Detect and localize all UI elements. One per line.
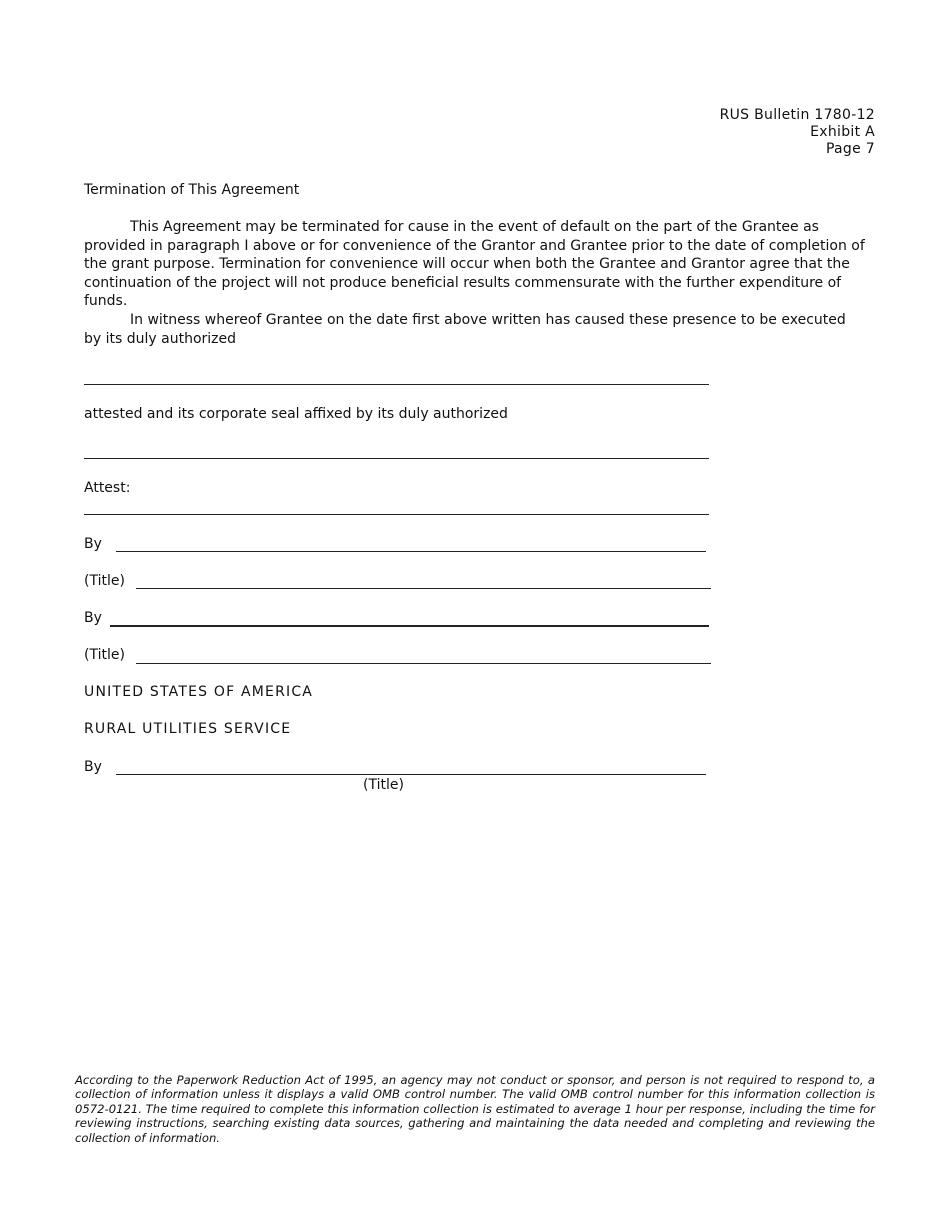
page-number: Page 7 bbox=[825, 141, 875, 157]
agency-heading: RURAL UTILITIES SERVICE bbox=[84, 721, 292, 737]
by-signature-line-grantee[interactable] bbox=[116, 551, 706, 552]
by-label-attest: By bbox=[84, 610, 102, 626]
section-title: Termination of This Agreement bbox=[84, 182, 300, 198]
attesting-officer-signature-line[interactable] bbox=[84, 458, 709, 459]
title-label-attest: (Title) bbox=[84, 647, 125, 663]
by-signature-line-attest[interactable] bbox=[110, 625, 709, 627]
attested-text: attested and its corporate seal affixed by its duly authorized bbox=[84, 406, 508, 422]
title-label-rus: (Title) bbox=[363, 777, 404, 793]
attest-label: Attest: bbox=[84, 480, 131, 496]
authorized-signature-line[interactable] bbox=[84, 384, 709, 385]
title-line-grantee[interactable] bbox=[136, 588, 711, 589]
page-header bbox=[720, 107, 875, 158]
witness-paragraph: In witness whereof Grantee on the date first above written has caused these presence to be executed by its duly authorized bbox=[84, 312, 846, 347]
bulletin-number: RUS Bulletin 1780-12 bbox=[719, 107, 875, 123]
country-heading: UNITED STATES OF AMERICA bbox=[84, 684, 314, 700]
by-signature-line-rus[interactable] bbox=[116, 774, 706, 775]
by-label-rus: By bbox=[84, 759, 102, 775]
exhibit-label: Exhibit A bbox=[810, 124, 875, 140]
by-label-grantee: By bbox=[84, 536, 102, 552]
attest-signature-line[interactable] bbox=[84, 514, 709, 515]
paperwork-reduction-notice: According to the Paperwork Reduction Act of 1995, an agency may not conduct or sponsor, and person is not required to respond to, a collection of information unless it displays a valid OMB control number. The valid OMB control number for this information collection is 0572-0121. The time required to complete this information collection is estimated to average 1 hour per response, including the time for reviewing instructions, searching existing data sources, gathering and maintaining the data needed and completing and reviewing the collection of information. bbox=[75, 1073, 875, 1145]
title-line-attest[interactable] bbox=[136, 663, 711, 664]
termination-paragraph: This Agreement may be terminated for cause in the event of default on the part of the Grantee as provided in paragraph I above or for convenience of the Grantor and Grantee prior to the date of completion of the grant purpose. Termination for convenience will occur when both the Grantee and Grantor agree that the continuation of the project will not produce beneficial results commensurate with the further expenditure of funds. bbox=[84, 219, 865, 309]
title-label-grantee: (Title) bbox=[84, 573, 125, 589]
